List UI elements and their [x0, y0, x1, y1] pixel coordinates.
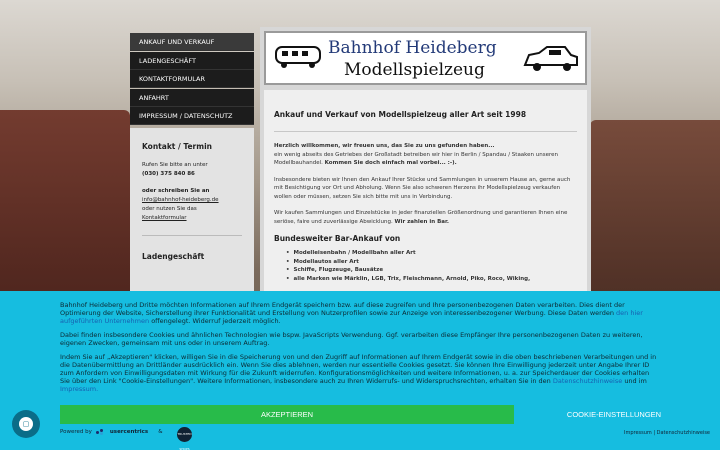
divider — [142, 235, 242, 236]
email-link[interactable]: info@bahnhof-heideberg.de — [142, 197, 219, 203]
logo-title: Bahnhof Heideberg — [328, 38, 497, 58]
list-item: • Schiffe, Flugzeuge, Bausätze — [286, 266, 577, 275]
shop-title: Ladengeschäft — [142, 252, 205, 261]
logo-subtitle: Modellspielzeug — [344, 60, 485, 80]
train-logo-icon — [272, 43, 324, 71]
usercentrics-logo-icon — [96, 429, 106, 435]
nav-item-ladengeschaeft[interactable]: LADENGESCHÄFT — [130, 52, 254, 70]
contact-form-link[interactable]: Kontaktformular — [142, 215, 187, 221]
accept-button[interactable]: AKZEPTIEREN — [60, 405, 514, 424]
welcome-bold: Herzlich willkommen, wir freuen uns, das Sie zu uns gefunden haben... — [274, 143, 495, 149]
cookie-p1-text: Bahnhof Heideberg und Dritte möchten Informationen auf Ihrem Endgerät speichern bzw. auf diese zugreifen und Ihre personenbezogenen Daten verarbeiten. Dies dient der Optimierung der Website, Sicherstellung ihrer Funktionalität und Erstellung von Nutzerprofilen sowie zur Anzeige von interessenbezogener Werbung. Diese Daten werden — [60, 301, 625, 317]
list-item: • alle Marken wie Märklin, LGB, Trix, Fleischmann, Arnold, Piko, Roco, Wiking, — [286, 275, 577, 284]
cookie-banner — [0, 291, 720, 450]
cookie-p1-end: offengelegt. Widerruf jederzeit möglich. — [151, 317, 281, 325]
write-text: oder schreiben Sie an — [142, 188, 210, 194]
paragraph-sammlungen — [274, 209, 577, 226]
locomotive-right — [590, 120, 720, 300]
trusted-shops-badge: TRUSTED SHOPS — [177, 427, 192, 442]
footer-links[interactable]: Impressum | Datenschutzhinweise — [623, 430, 710, 436]
car-logo-icon — [521, 43, 581, 75]
ampersand: & — [158, 429, 163, 435]
contact-title: Kontakt / Termin — [142, 142, 212, 151]
phone-number: (030) 375 840 86 — [142, 171, 195, 177]
use-text: oder nutzen Sie das — [142, 206, 197, 212]
paragraph-ankauf: Insbesondere bieten wir Ihnen den Ankauf Ihrer Stücke und Sammlungen in unserem Hause an, gerne auch mit Besichtigung vor Ort und Abholung. Wenn Sie also schweren Herzens ihr Modellspielzeug verkaufen wollen oder müssen, setzen Sie sich bitte mit uns in Verbindung. — [274, 176, 571, 200]
main-panel — [260, 27, 591, 297]
cookie-paragraph-2: Dabei finden insbesondere Cookies und ähnlichen Technologien wie bspw. JavaScripts Verwendung. Ggf. verarbeiten diese Empfänger Ihre personenbezogenen Daten zu weiteren, eigenen Zwecken, gemeinsam mit uns oder in unserem Auftrag. — [60, 331, 643, 347]
page-title: Ankauf und Verkauf von Modellspielzeug aller Art seit 1998 — [274, 110, 527, 119]
welcome-end: Kommen Sie doch einfach mal vorbei... :-). — [324, 160, 457, 166]
nav-item-anfahrt[interactable]: ANFAHRT — [130, 89, 254, 107]
fingerprint-icon: ▢ — [19, 417, 33, 431]
main-nav — [130, 33, 254, 126]
sidebar — [130, 128, 254, 298]
powered-by — [60, 429, 163, 435]
content-area — [264, 90, 587, 297]
cookie-paragraph-3 — [60, 353, 660, 393]
welcome-paragraph — [274, 142, 577, 168]
welcome-text: ein wenig abseits des Getriebes der Großstadt betreiben wir hier in Berlin / Spandau / Staaken unseren Modellbauhandel. — [274, 151, 559, 166]
powered-by-label: Powered by — [60, 429, 92, 435]
usercentrics-brand: usercentrics — [109, 429, 149, 435]
paragraph-sammlungen-text: Wir kaufen Sammlungen und Einzelstücke in jeder finanziellen Größenordnung und garantieren Ihnen eine seriöse, faire und zuverlässige Abwicklung. — [274, 210, 568, 225]
call-text: Rufen Sie bitte an unter — [142, 162, 208, 168]
section-title: Bundesweiter Bar-Ankauf von — [274, 234, 401, 243]
imprint-link[interactable]: Impressum. — [60, 385, 99, 393]
nav-item-kontaktformular[interactable]: KONTAKTFORMULAR — [130, 70, 254, 88]
list-item: • Modellautos aller Art — [286, 258, 577, 267]
nav-item-impressum[interactable]: IMPRESSUM / DATENSCHUTZ — [130, 107, 254, 125]
content-divider — [274, 131, 577, 132]
logo[interactable] — [264, 31, 587, 85]
ankauf-list — [274, 249, 577, 283]
companies-link[interactable]: den hier aufgeführten Unternehmen — [60, 309, 643, 325]
locomotive-left — [0, 110, 130, 300]
privacy-settings-fab[interactable] — [12, 410, 40, 438]
cookie-settings-button[interactable]: COOKIE-EINSTELLUNGEN — [517, 405, 711, 424]
privacy-link[interactable]: Datenschutzhinweise — [552, 377, 623, 385]
cookie-p3-mid: und im — [624, 377, 647, 385]
list-item: • Modelleisenbahn / Modellbahn aller Art — [286, 249, 577, 258]
cookie-p3-text: Indem Sie auf „Akzeptieren" klicken, willigen Sie in die Speicherung von und den Zugriff auf Informationen auf Ihrem Endgerät sowie in die oben beschriebenen Verarbeitungen und in die Datenübermittlung an Drittländer ausdrücklich ein. Wenn Sie dies ablehnen, werden nur essentielle Cookies gesetzt. Sie können Ihre Einwilligung jederzeit unter Angabe Ihrer ID zum Anfordern von Einwilligungsdaten mit Wirkung für die Zukunft widerrufen. Konfigurationsmöglichkeiten und weitere Informationen, u. a. zur Speicherdauer der Cookies erhalten Sie über den Link "Cookie-Einstellungen". Weitere Informationen, insbesondere auch zu Ihren Widerrufs- und Widerspruchsrechten, erhalten Sie in den — [60, 353, 657, 385]
cash-note: Wir zahlen in Bar. — [394, 218, 449, 225]
nav-item-ankauf[interactable]: ANKAUF UND VERKAUF — [130, 33, 254, 51]
cookie-paragraph-1 — [60, 301, 660, 325]
